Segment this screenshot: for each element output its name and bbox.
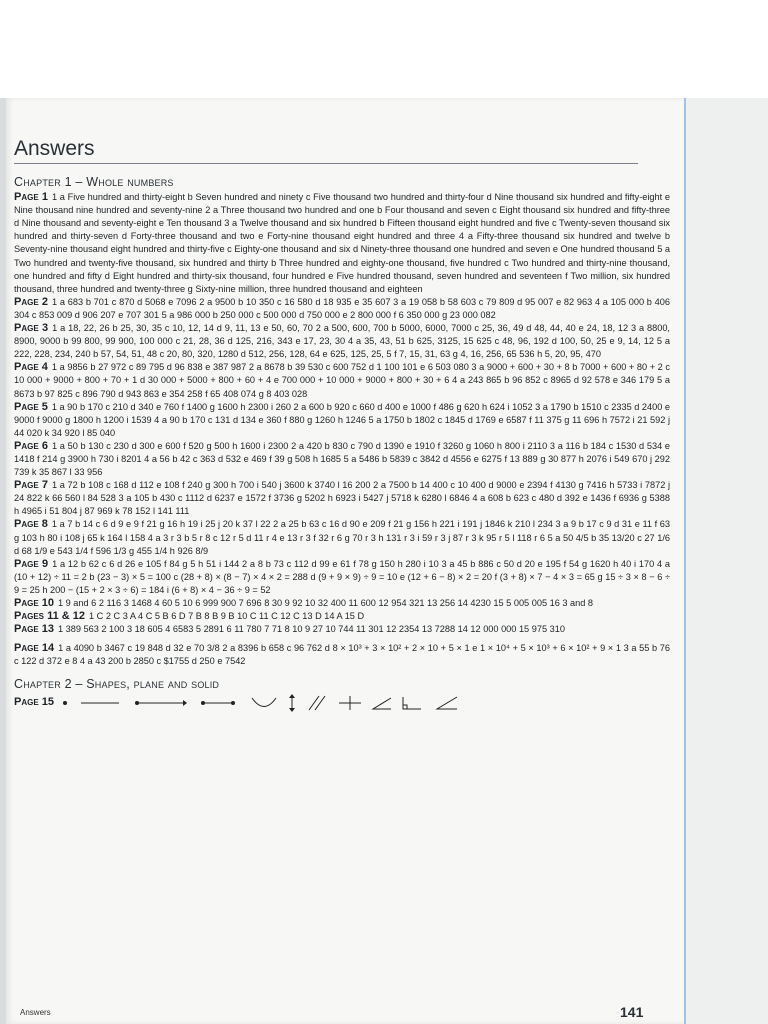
page-label: Page 3 — [14, 322, 49, 335]
curve-icon — [249, 695, 279, 711]
parallel-lines-icon — [305, 694, 331, 712]
answers-content — [14, 135, 670, 712]
answers-text: 1 a 90 b 170 c 210 d 340 e 760 f 1400 g 1600 h 2300 i 260 2 a 600 b 920 c 660 d 400 e 1000 f 486 g 620 h 624 i 1052 3 a 1790 b 1510 c 2335 d 2400 e 9000 f 9000 g 1800 h 1200 i 1539 4 a 90 b 170 c 131 d 134 e 360 f 880 g 1260 h 1246 5 a 1750 b 1802 c 1845 d 1769 e 6587 f 11 375 g 11 696 h 7572 i 21 592 j 44 020 k 34 920 l 85 040 — [14, 401, 670, 438]
answers-page-8 — [14, 518, 670, 557]
answers-page-2 — [14, 296, 670, 322]
answers-text: 1 a 7 b 14 c 6 d 9 e 9 f 21 g 16 h 19 i 25 j 20 k 37 l 22 2 a 25 b 63 c 16 d 90 e 209 f 21 g 156 h 221 i 191 j 1846 k 210 l 234 3 a 9 b 17 c 9 d 31 e 11 f 63 g 103 h 80 i 108 j 65 k 164 l 158 4 a 3 r 3 b 5 r 8 c 12 r 5 d 11 r 4 e 13 r 3 f 32 r 6 g 70 r 3 h 131 r 3 i 59 r 3 j 87 r 3 k 95 r 5 l 118 r 6 5 a 50 4/5 b 35 13/20 c 27 1/6 d 68 1/9 e 543 1/4 f 596 1/3 g 455 1/4 h 926 8/9 — [14, 519, 670, 556]
page-number: 141 — [620, 1004, 644, 1020]
answers-page-5 — [14, 401, 670, 440]
answers-text: 1 a 12 b 62 c 6 d 26 e 105 f 84 g 5 h 51 i 144 2 a 8 b 73 c 112 d 99 e 61 f 78 g 150 h 280 i 10 3 a 45 b 886 c 50 d 20 e 195 f 54 g 1620 h 40 i 170 4 a (10 + 12) ÷ 11 = 2 b (23 − 3) × 5 = 100 c (28 + 8) × (8 − 7) × 4 × 2 = 288 d (9 + 9 × 9) ÷ 9 = 10 e (12 + 6 − 8) × 2 = 20 f (3 + 8) × 7 − 4 × 3 = 65 g 15 ÷ 3 × 8 − 6 ÷ 9 = 25 h 200 − (15 + 2 × 3 ÷ 6) = 184 i (6 + 8) × 4 − 36 ÷ 9 = 52 — [14, 558, 670, 595]
answers-text: 1 a 683 b 701 c 870 d 5068 e 7096 2 a 9500 b 10 350 c 16 580 d 18 935 e 35 607 3 a 19 058 b 58 603 c 79 809 d 95 007 e 82 963 4 a 105 000 b 406 304 c 853 009 d 906 207 e 707 301 5 a 986 000 b 250 000 c 500 000 d 750 000 e 2 800 000 f 6 350 000 g 23 000 082 — [14, 296, 670, 320]
page-label: Page 15 — [14, 696, 54, 708]
page-label: Page 2 — [14, 295, 49, 308]
page-label: Page 1 — [14, 191, 48, 204]
answers-text: 1 C 2 C 3 A 4 C 5 B 6 D 7 B 8 B 9 B 10 C 11 C 12 C 13 D 14 A 15 D — [89, 611, 365, 622]
segment-icon — [193, 698, 243, 708]
ray-icon — [127, 698, 187, 708]
page-label: Page 14 — [14, 642, 55, 655]
right-angle-icon — [399, 695, 423, 711]
chapter-1-heading: Chapter 1 – Whole numbers — [14, 175, 174, 189]
vertical-line-icon — [285, 694, 299, 712]
page-title: Answers — [14, 137, 95, 160]
answers-text: 1 a Five hundred and thirty-eight b Seven hundred and ninety c Five thousand two hundred and thirty-four d Nine thousand six hundred and fifty-eight e Nine thousand nine hundred and seventy-nine 2 a Three thousand two hundred and one b Four thousand and seven c Eight thousand six hundred and fifty-three d Nine thousand and seventy-eight e Ten thousand 3 a Twelve thousand and six hundred b Fifteen thousand eight hundred and five c Twenty-seven thousand six hundred and thirty-seven d Forty-three thousand and two e Forty-nine thousand eight hundred and three 4 a Fifty-three thousand six hundred and twelve b Seventy-nine thousand eight hundred and thirty-five c Eighty-one thousand and six d Ninety-three thousand one hundred and seven e One hundred thousand 5 a Two hundred and twenty-five thousand, six hundred and thirty b Three hundred and eighty-one thousand, five hundred c Two hundred and thirty-nine thousand, one hundred and fifty d Eight hundred and thirty-six thousand, four hundred e Five hundred thousand, seven hundred and seventeen f Two million, six hundred thousand, three hundred and twenty-three g Sixty-nine million, three hundred thousand and eighteen — [14, 192, 670, 294]
page-label: Page 9 — [14, 557, 49, 570]
answers-page-1 — [14, 191, 670, 296]
page-label: Page 6 — [14, 439, 48, 452]
answers-text: 1 a 4090 b 3467 c 19 848 d 32 e 70 3/8 2 a 8396 b 658 c 96 762 d 8 × 10³ + 3 × 10² + 2 × 10 + 5 × 1 e 1 × 10⁴ + 5 × 10³ + 6 × 10² + 9 × 1 3 a 55 b 76 c 122 d 372 e 8 4 a 43 200 b 2850 c $1755 d 250 e 7542 — [14, 643, 671, 667]
perpendicular-lines-icon — [337, 694, 363, 712]
page-label: Pages 11 & 12 — [14, 610, 85, 623]
page-label: Page 8 — [14, 518, 48, 531]
answers-page-10 — [14, 597, 670, 610]
point-line-icon — [61, 698, 121, 708]
obtuse-angle-icon — [429, 695, 459, 711]
top-margin — [0, 0, 768, 98]
answers-pages-11-12 — [14, 610, 670, 623]
page-label: Page 5 — [14, 400, 48, 413]
answers-page-15 — [14, 694, 670, 712]
shape-answers — [61, 694, 459, 712]
title-rule — [14, 163, 638, 164]
answers-page-7 — [14, 479, 670, 518]
page-label: Page 4 — [14, 361, 48, 374]
page-label: Page 13 — [14, 623, 54, 636]
chapter-2-heading: Chapter 2 – Shapes, plane and solid — [14, 677, 220, 692]
answers-text: 1 a 18, 22, 26 b 25, 30, 35 c 10, 12, 14 d 9, 11, 13 e 50, 60, 70 2 a 500, 600, 700 b 5000, 6000, 7000 c 25, 36, 49 d 48, 44, 40 e 24, 18, 12 3 a 8800, 8900, 9000 b 99 800, 99 900, 100 000 c 21, 28, 36 d 125, 216, 343 e 17, 23, 30 4 a 35, 43, 51 b 625, 3125, 15 625 c 48, 96, 192 d 100, 50, 25 e 9, 14, 12 5 a 222, 228, 234, 240 b 57, 54, 51, 48 c 20, 80, 320, 1280 d 512, 256, 128, 64 e 625, 125, 25, 5 f 7, 15, 31, 63 g 4, 16, 256, 65 536 h 5, 20, 95, 470 — [14, 323, 670, 360]
answers-page-3 — [14, 322, 670, 361]
answers-text: 1 a 9856 b 27 972 c 89 795 d 96 838 e 387 987 2 a 8678 b 39 530 c 600 752 d 1 100 101 e 6 503 080 3 a 9000 + 600 + 30 + 8 b 7000 + 600 + 80 + 2 c 10 000 + 9000 + 800 + 70 + 1 d 30 000 + 5000 + 800 + 60 + 4 e 700 000 + 10 000 + 9000 + 800 + 30 + 6 4 a 243 865 b 96 852 c 8965 d 92 578 e 346 179 5 a 8673 b 97 825 c 896 790 d 943 863 e 354 258 f 65 408 074 g 8 403 028 — [14, 362, 670, 399]
answers-page-13 — [14, 623, 670, 636]
answers-page-9 — [14, 558, 670, 597]
answers-text: 1 a 72 b 108 c 168 d 112 e 108 f 240 g 300 h 700 i 540 j 3600 k 3740 l 16 200 2 a 7500 b 14 400 c 10 400 d 9000 e 2394 f 4130 g 7416 h 5733 i 7872 j 24 822 k 66 560 l 84 528 3 a 105 b 430 c 1112 d 6237 e 1572 f 3736 g 5202 h 6923 i 5427 j 5718 k 6280 l 6846 4 a 608 b 623 c 480 d 392 e 1436 f 6936 g 5388 h 4965 i 51 804 j 87 969 k 78 152 l 141 111 — [14, 480, 670, 517]
page-label: Page 7 — [14, 479, 48, 492]
answers-text: 1 a 50 b 130 c 230 d 300 e 600 f 520 g 500 h 1600 i 2300 2 a 420 b 830 c 790 d 1390 e 1910 f 3260 g 1060 h 800 i 2110 3 a 116 b 184 c 1530 d 534 e 1418 f 214 g 3900 h 730 i 8201 4 a 56 b 42 c 363 d 532 e 469 f 39 g 508 h 1685 5 a 5486 b 5839 c 3842 d 4556 e 6275 f 13 889 g 30 877 h 2076 i 549 670 j 292 739 k 35 867 l 33 956 — [14, 440, 670, 478]
page-label: Page 10 — [14, 597, 54, 609]
answers-text: 1 389 563 2 100 3 18 605 4 6583 5 2891 6 11 780 7 71 8 10 9 27 10 744 11 301 12 2354 13 7288 14 12 000 000 15 975 310 — [57, 624, 565, 635]
answers-page-6 — [14, 440, 670, 479]
acute-angle-icon — [369, 695, 393, 711]
answers-page-4 — [14, 361, 670, 400]
answers-page-14 — [14, 642, 670, 668]
answers-text: 1 9 and 6 2 116 3 1468 4 60 5 10 6 999 900 7 696 8 30 9 92 10 32 400 11 600 12 954 321 13 256 14 4230 15 5 005 005 16 3 and 8 — [57, 598, 594, 608]
page-right-margin — [686, 98, 768, 1024]
footer-section-name: Answers — [20, 1008, 51, 1017]
